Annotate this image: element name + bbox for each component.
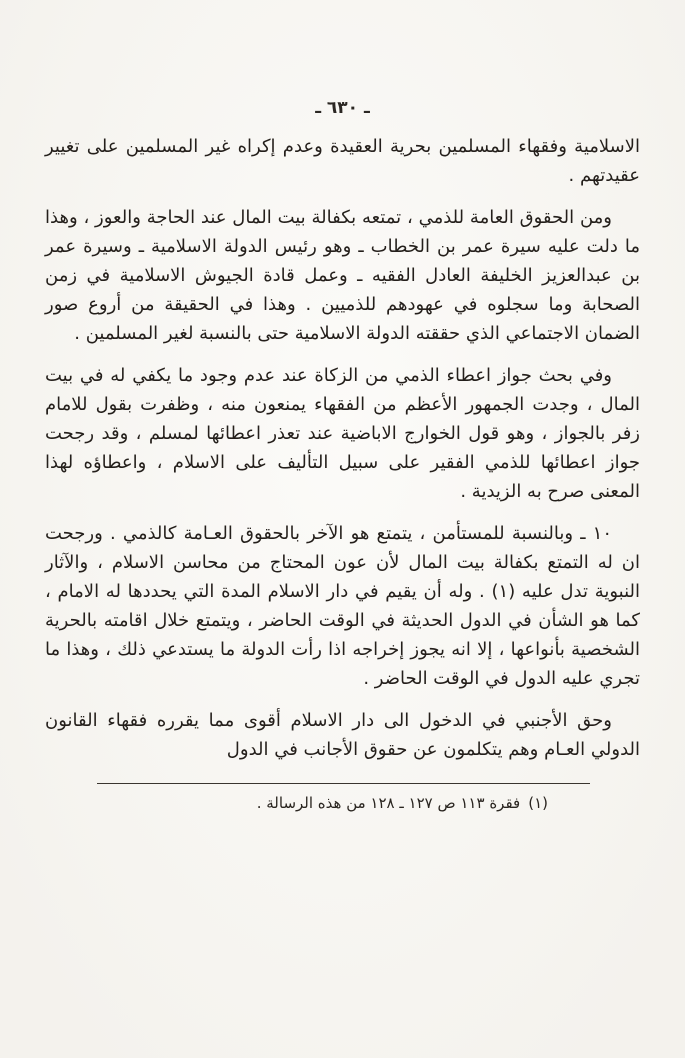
footnote-area — [45, 783, 640, 815]
paragraph-continuation: الاسلامية وفقهاء المسلمين بحرية العقيدة وعدم إكراه غير المسلمين على تغيير عقيدتهم . — [45, 136, 640, 186]
footnote-separator — [97, 783, 590, 784]
footnote-marker: (١) — [528, 794, 548, 812]
paragraph: وحق الأجنبي في الدخول الى دار الاسلام أقوى مما يقرره فقهاء القانون الدولي العـام وهم يتكلمون عن حقوق الأجانب في الدول — [45, 710, 640, 760]
footnote-text — [45, 791, 640, 815]
footnote-body: فقرة ١١٣ ص ١٢٧ ـ ١٢٨ من هذه الرسالة . — [256, 794, 521, 812]
page-body — [45, 132, 640, 777]
page-number: ـ ٦٣٠ ـ — [315, 98, 370, 118]
paragraph: وفي بحث جواز اعطاء الذمي من الزكاة عند عدم وجود ما يكفي له في بيت المال ، وجدت الجمهور الأعظم من الفقهاء يمنعون منه ، وظفرت بقول للامام زفر بالجواز ، وهو قول الخوارج الاباضية عند تعذر اعطائها لمسلم ، وقد رجحت جواز اعطائها للذمي الفقير على سبيل التأليف على الاسلام ، واعطاؤه لهذا المعنى صرح به الزيدية . — [45, 365, 640, 502]
paragraph: ومن الحقوق العامة للذمي ، تمتعه بكفالة بيت المال عند الحاجة والعوز ، وهذا ما دلت عليه سيرة عمر بن الخطاب ـ وهو رئيس الدولة الاسلامية ـ وسيرة عمر بن عبدالعزيز الخليفة العادل الفقيه ـ وعمل قادة الجيوش الاسلامية في زمن الصحابة وما سجلوه في عهودهم للذميين . وهذا في الحقيقة من أروع صور الضمان الاجتماعي الذي حققته الدولة الاسلامية حتى بالنسبة لغير المسلمين . — [45, 207, 640, 344]
paragraph: ١٠ ـ وبالنسبة للمستأمن ، يتمتع هو الآخر بالحقوق العـامة كالذمي . ورجحت ان له التمتع بكفالة بيت المال لأن عون المحتاج من محاسن الاسلام ، والآثار النبوية تدل عليه (١) . وله أن يقيم في دار الاسلام المدة التي يحددها له الامام ، كما هو الشأن في الدول الحديثة في الوقت الحاضر ، ويتمتع خلال اقامته بالحرية الشخصية بأنواعها ، إلا انه يجوز إخراجه اذا رأت الدولة ما يستدعي ذلك ، وهذا ما تجري عليه الدول في الوقت الحاضر . — [45, 523, 641, 689]
